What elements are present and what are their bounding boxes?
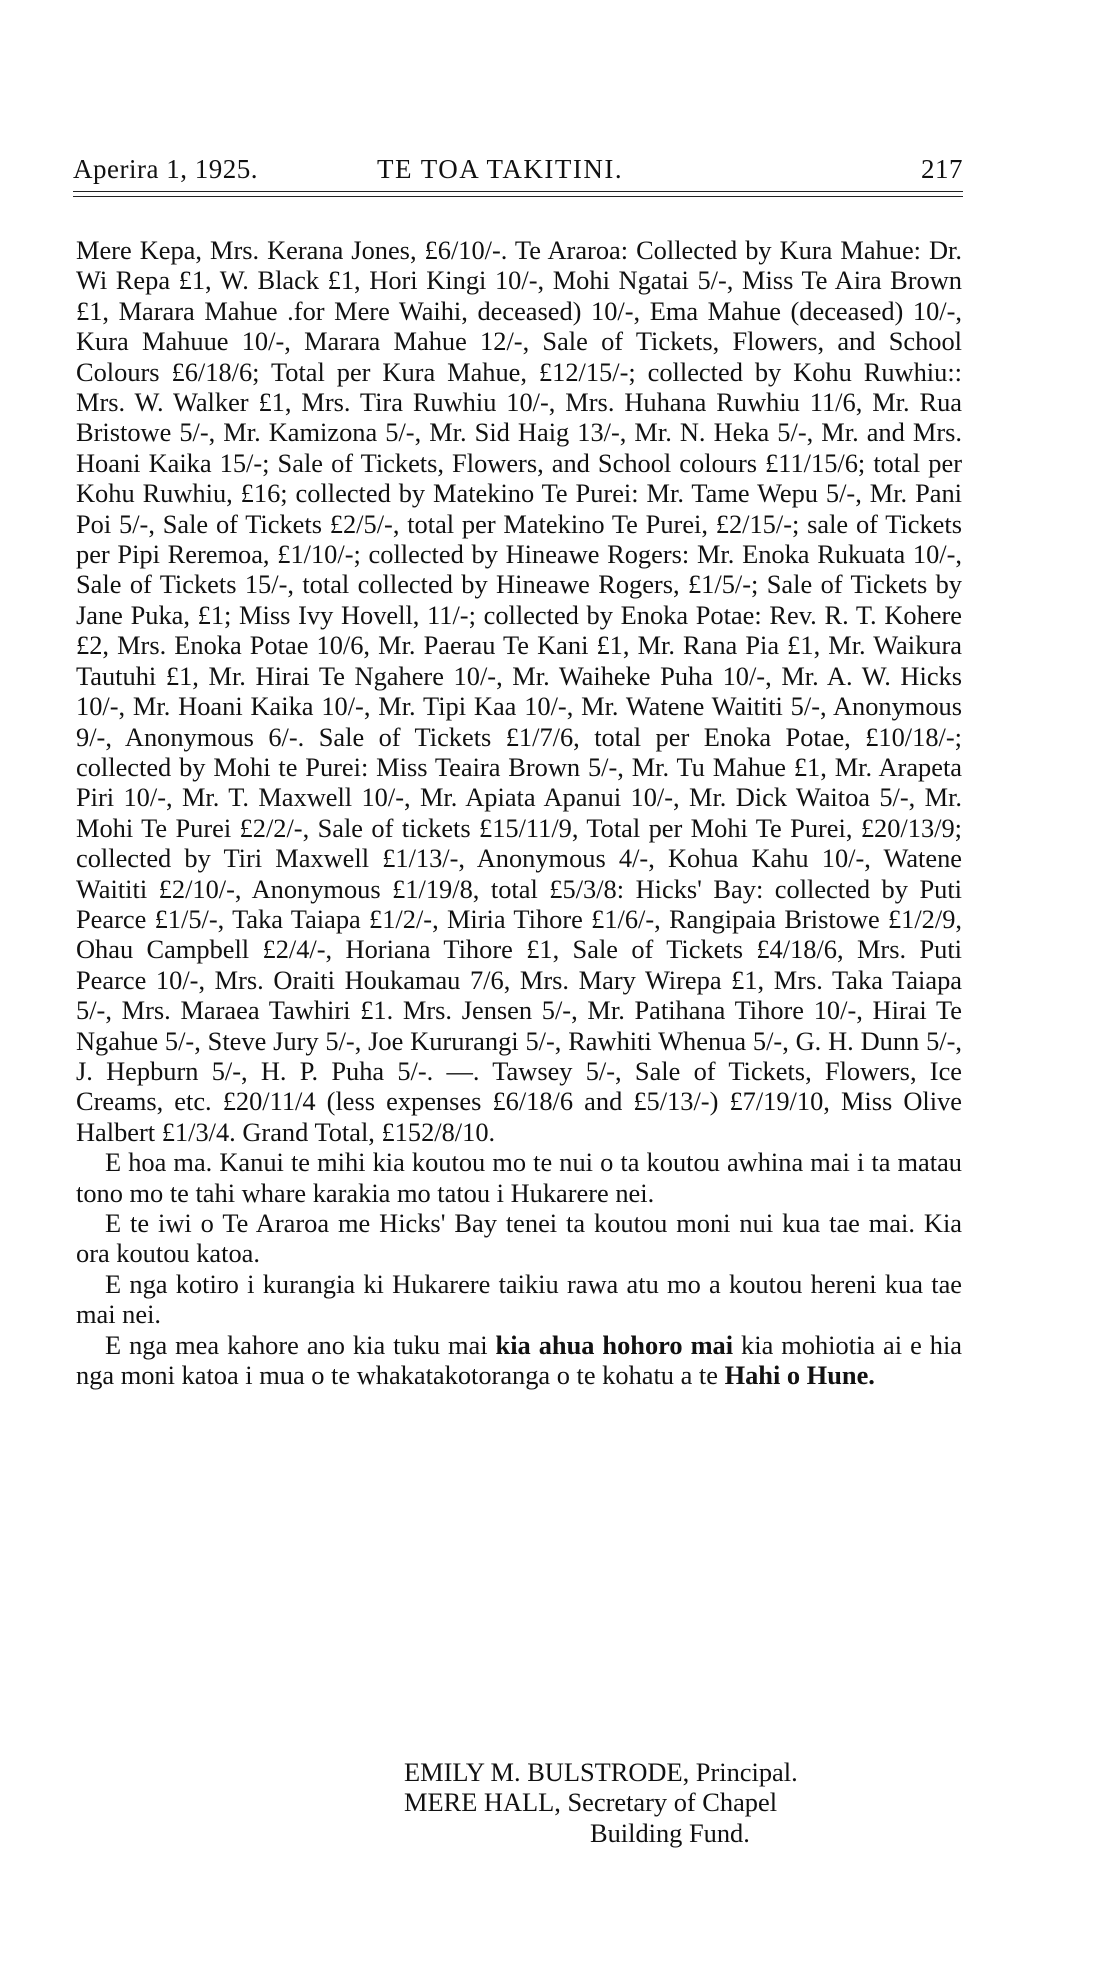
closing-text-part1: E nga mea kahore ano kia tuku mai <box>105 1329 496 1360</box>
page-number: 217 <box>921 154 963 184</box>
header-rule-bottom <box>73 196 963 197</box>
article-body <box>76 235 962 1390</box>
hukarere-girls-paragraph: E nga kotiro i kurangia ki Hukarere taikiu rawa atu mo a koutou hereni kua tae mai nei. <box>76 1268 962 1330</box>
signature-block <box>404 1757 964 1848</box>
closing-text-part2: kia mohiotia ai e hia nga moni katoa i mua o te whakatakotoranga o te kohatu a te <box>76 1329 962 1391</box>
running-header <box>73 148 963 188</box>
header-rule-top <box>73 191 963 192</box>
header-date: Aperira 1, 1925. <box>73 154 258 184</box>
closing-paragraph <box>76 1330 962 1391</box>
signature-fund: Building Fund. <box>590 1817 750 1848</box>
signature-principal: EMILY M. BULSTRODE, Principal. <box>404 1757 798 1787</box>
donation-list-paragraph: Mere Kepa, Mrs. Kerana Jones, £6/10/-. Te Araroa: Collected by Kura Mahue: Dr. Wi Repa £1, W. Black £1, Hori Kingi 10/-, Mohi Ngatai 5/-, Miss Te Aira Brown £1, Marara Mahue .for Mere Waihi, deceased) 10/-, Ema Mahue (deceased) 10/-, Kura Mahuue 10/-, Marara Mahue 12/-, Sale of Tickets, Flowers, and School Colours £6/18/6; Total per Kura Mahue, £12/15/-; collected by Kohu Ruwhiu:: Mrs. W. Walker £1, Mrs. Tira Ruwhiu 10/-, Mrs. Huhana Ruwhiu 11/6, Mr. Rua Bristowe 5/-, Mr. Kamizona 5/-, Mr. Sid Haig 13/-, Mr. N. Heka 5/-, Mr. and Mrs. Hoani Kaika 15/-; Sale of Tickets, Flowers, and School colours £11/15/6; total per Kohu Ruwhiu, £16; collected by Matekino Te Purei: Mr. Tame Wepu 5/-, Mr. Pani Poi 5/-, Sale of Tickets £2/5/-, total per Matekino Te Purei, £2/15/-; sale of Tickets per Pipi Reremoa, £1/10/-; collected by Hineawe Rogers: Mr. Enoka Rukuata 10/-, Sale of Tickets 15/-, total collected by Hineawe Rogers, £1/5/-; Sale of Tickets by Jane Puka, £1; Miss Ivy Hovell, 11/-; collected by Enoka Potae: Rev. R. T. Kohere £2, Mrs. Enoka Potae 10/6, Mr. Paerau Te Kani £1, Mr. Rana Pia £1, Mr. Waikura Tautuhi £1, Mr. Hirai Te Ngahere 10/-, Mr. Waiheke Puha 10/-, Mr. A. W. Hicks 10/-, Mr. Hoani Kaika 10/-, Mr. Tipi Kaa 10/-, Mr. Watene Waititi 5/-, Anonymous 9/-, Anonymous 6/-. Sale of Tickets £1/7/6, total per Enoka Potae, £10/18/-; collected by Mohi te Purei: Miss Teaira Brown 5/-, Mr. Tu Mahue £1, Mr. Arapeta Piri 10/-, Mr. T. Maxwell 10/-, Mr. Apiata Apanui 10/-, Mr. Dick Waitoa 5/-, Mr. Mohi Te Purei £2/2/-, Sale of tickets £15/11/9, Total per Mohi Te Purei, £20/13/9; collected by Tiri Maxwell £1/13/-, Anonymous 4/-, Kohua Kahu 10/-, Watene Waititi £2/10/-, Anonymous £1/19/8, total £5/3/8: Hicks' Bay: collected by Puti Pearce £1/5/-, Taka Taiapa £1/2/-, Miria Tihore £1/6/-, Rangipaia Bristowe £1/2/9, Ohau Campbell £2/4/-, Horiana Tihore £1, Sale of Tickets £4/18/6, Mrs. Puti Pearce 10/-, Mrs. Oraiti Houkamau 7/6, Mrs. Mary Wirepa £1, Mrs. Taka Taiapa 5/-, Mrs. Maraea Tawhiri £1. Mrs. Jensen 5/-, Mr. Patihana Tihore 10/-, Hirai Te Ngahue 5/-, Steve Jury 5/-, Joe Kururangi 5/-, Rawhiti Whenua 5/-, G. H. Dunn 5/-, J. Hepburn 5/-, H. P. Puha 5/-. —. Tawsey 5/-, Sale of Tickets, Flowers, Ice Creams, etc. £20/11/4 (less expenses £6/18/6 and £5/13/-) £7/19/10, Miss Olive Halbert £1/3/4. Grand Total, £152/8/10. <box>76 235 962 1147</box>
thanks-paragraph: E hoa ma. Kanui te mihi kia koutou mo te nui o ta koutou awhina mai i ta matau tono mo te tahi whare karakia mo tatou i Hukarere nei. <box>76 1147 962 1208</box>
closing-bold-name: Hahi o Hune. <box>724 1360 875 1391</box>
closing-bold-phrase: kia ahua hohoro mai <box>495 1329 734 1360</box>
signature-secretary: MERE HALL, Secretary of Chapel <box>404 1787 778 1818</box>
header-title: TE TOA TAKITINI. <box>377 154 624 184</box>
te-araroa-paragraph: E te iwi o Te Araroa me Hicks' Bay tenei ta koutou moni nui kua tae mai. Kia ora koutou katoa. <box>76 1208 962 1269</box>
